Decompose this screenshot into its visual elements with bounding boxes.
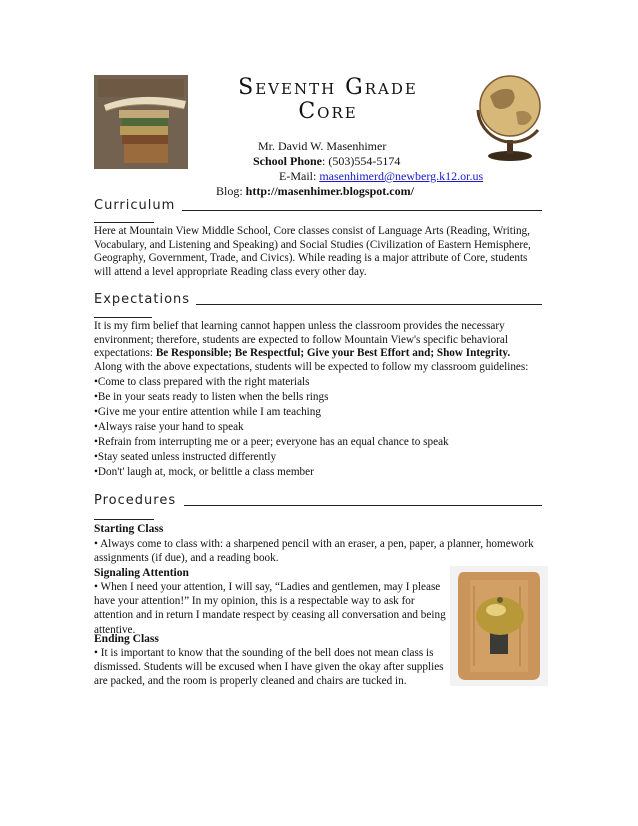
signaling-attention-text: • When I need your attention, I will say, “Ladies and gentlemen, may I please have your attention!” In my opinion, this is a respectable way to ask for attention and in return I mandate respect by ceasing all conversation and being attentive.	[94, 581, 446, 636]
procedures-heading: Procedures	[94, 493, 177, 508]
expectations-bold: Be Responsible; Be Respectful; Give your Best Effort and; Show Integrity.	[155, 347, 511, 360]
blog-url[interactable]: http://masenhimer.blogspot.com/	[245, 184, 414, 198]
list-item: • Be in your seats ready to listen when the bells rings	[94, 390, 449, 405]
title-line-2: Core	[298, 99, 358, 124]
procedures-rule	[184, 505, 542, 506]
email-sep: :	[313, 169, 320, 183]
expectations-heading: Expectations	[94, 292, 191, 307]
title-line-1: Seventh Grade	[238, 75, 418, 100]
expectations-intro	[94, 320, 539, 374]
books-image	[94, 75, 188, 169]
signaling-attention-title: Signaling Attention	[94, 567, 189, 579]
email-line	[279, 169, 483, 184]
bell-image	[450, 566, 548, 686]
globe-image	[470, 68, 548, 164]
email-label: E-Mail	[279, 169, 313, 183]
list-item: • Stay seated unless instructed differently	[94, 450, 449, 465]
ending-class-title: Ending Class	[94, 633, 159, 645]
phone-value: : (503)554-5174	[322, 154, 401, 168]
blog-label: Blog:	[216, 184, 246, 198]
starting-class-title: Starting Class	[94, 523, 164, 535]
list-item: • Don't' laugh at, mock, or belittle a class member	[94, 465, 449, 480]
list-item: • Give me your entire attention while I am teaching	[94, 405, 449, 420]
expectations-followup: Along with the above expectations, students will be expected to follow my classroom guidelines:	[94, 360, 529, 373]
blog-line	[216, 184, 414, 199]
list-item: • Refrain from interrupting me or a peer; everyone has an equal chance to speak	[94, 435, 449, 450]
teacher-name: Mr. David W. Masenhimer	[258, 139, 387, 153]
expectations-intro-text: It is my firm belief that learning cannot happen unless the classroom provides the necessary environment; therefore, students are expected to follow Mountain View's specific behavioral expectations:	[94, 320, 509, 360]
curriculum-heading: Curriculum	[94, 198, 176, 213]
phone-label: School Phone	[253, 154, 323, 168]
school-phone	[253, 154, 400, 169]
expectations-rule-short	[94, 317, 152, 318]
guidelines-list	[94, 375, 449, 480]
expectations-rule	[196, 304, 542, 305]
procedures-rule-short	[94, 519, 154, 520]
curriculum-text: Here at Mountain View Middle School, Core classes consist of Language Arts (Reading, Writing, Vocabulary, and Listening and Speaking) and Social Studies (Civilization of Eastern Hemisphere, Geography, Government, Trade, and Civics). While reading is a major attribute of Core, students will attend a level appropriate Reading class every other day.	[94, 225, 531, 278]
curriculum-rule-short	[94, 222, 154, 223]
starting-class-text: • Always come to class with: a sharpened pencil with an eraser, a pen, paper, a planner, homework assignments (if due), and a reading book.	[94, 538, 534, 565]
list-item: • Come to class prepared with the right materials	[94, 375, 449, 390]
page-title	[198, 76, 458, 124]
ending-class-text: • It is important to know that the sounding of the bell does not mean class is dismissed. Students will be excused when I have given the okay after supplies are packed, and the room is properly cleaned and chairs are tucked in.	[94, 647, 444, 688]
curriculum-rule	[182, 210, 542, 211]
list-item: • Always raise your hand to speak	[94, 420, 449, 435]
email-link[interactable]: masenhimerd@newberg.k12.or.us	[319, 169, 484, 183]
